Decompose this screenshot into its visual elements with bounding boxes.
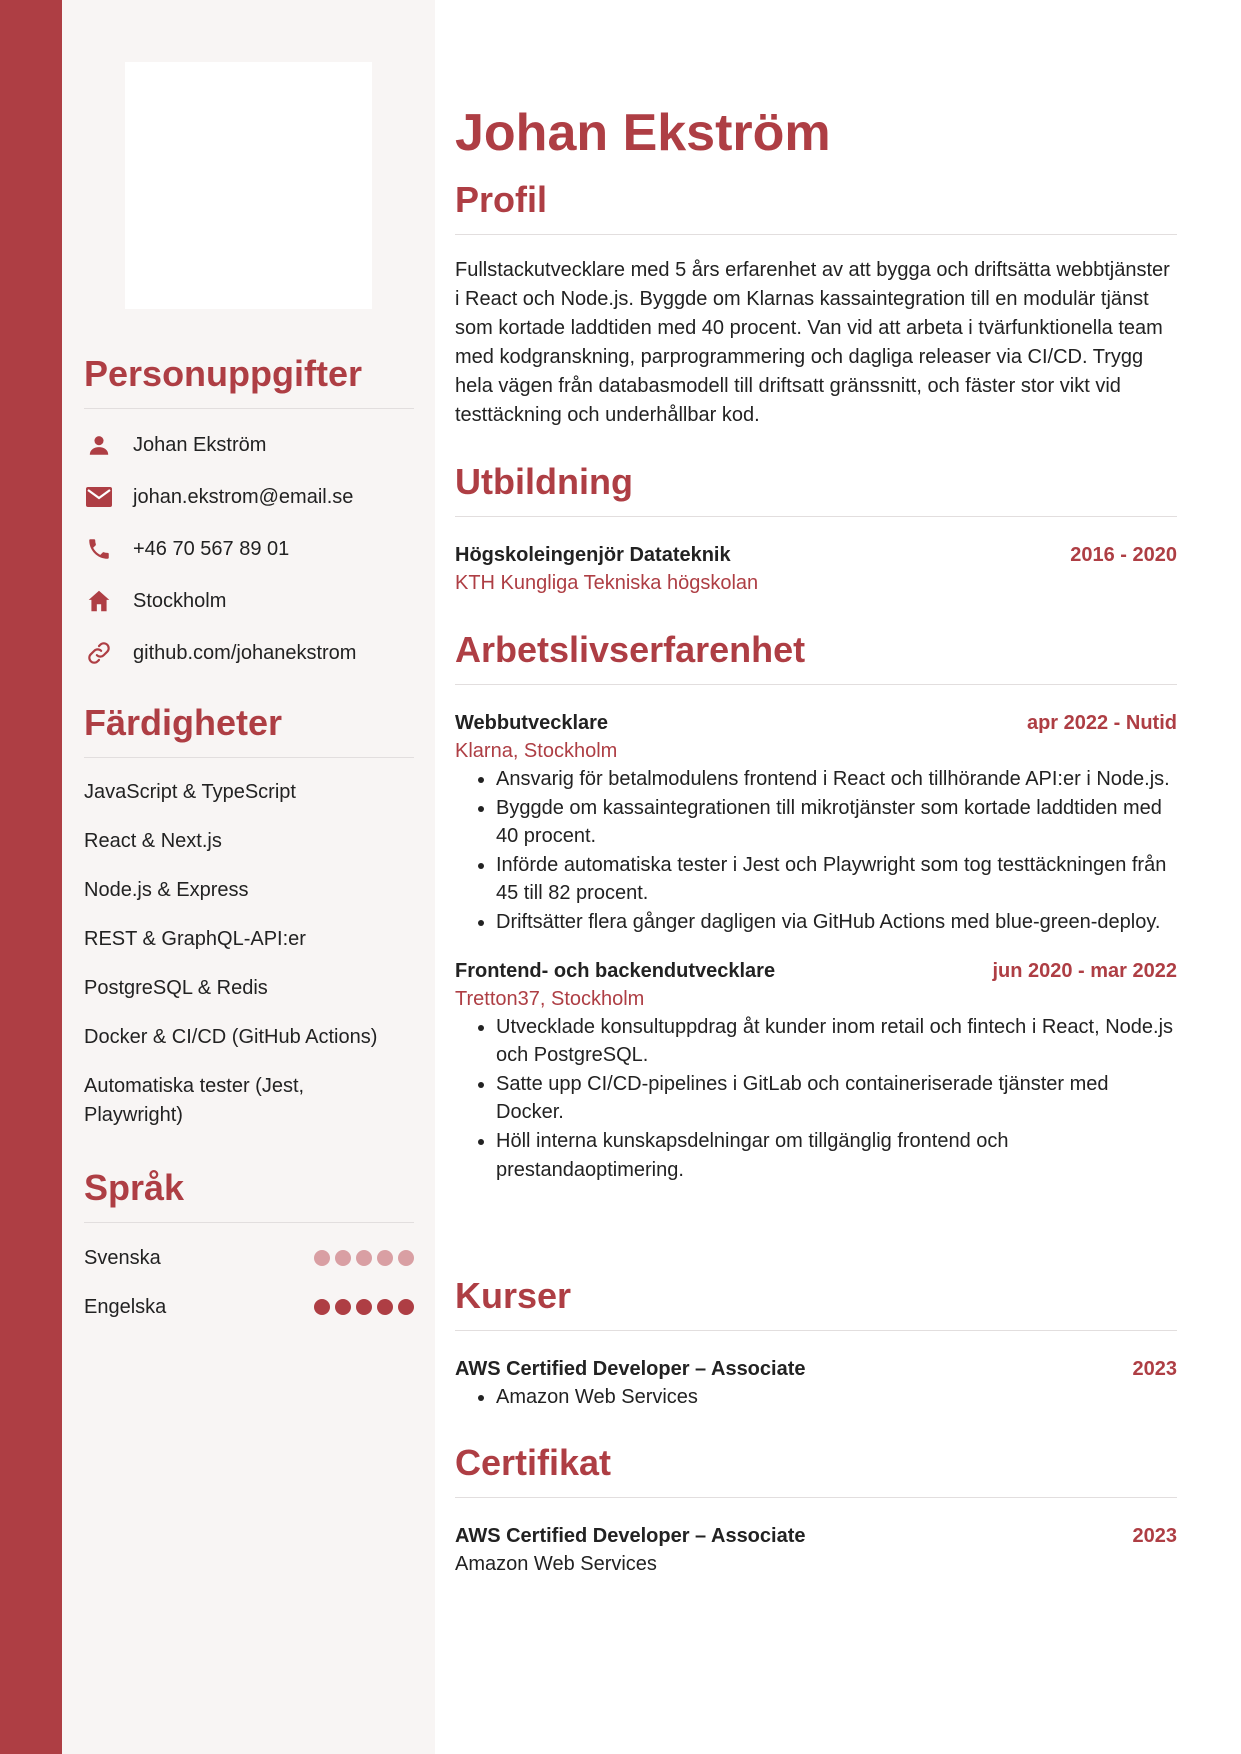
certificates-section [455, 1443, 1177, 1578]
level-dot [356, 1299, 372, 1315]
personal-item-phone [84, 534, 289, 564]
certificate-date: 2023 [1132, 1525, 1177, 1547]
school-name: KTH Kungliga Tekniska högskolan [455, 572, 759, 594]
person-icon [84, 430, 114, 460]
personal-item-label[interactable]: github.com/johanekstrom [133, 641, 357, 664]
level-dot [398, 1299, 414, 1315]
certificate-entry [455, 1522, 1177, 1578]
level-dot [377, 1299, 393, 1315]
course-bullets [455, 1383, 1177, 1412]
education-date: 2016 - 2020 [1070, 544, 1177, 566]
level-dot [335, 1250, 351, 1266]
level-dot [314, 1250, 330, 1266]
personal-item-label: johan.ekstrom@email.se [133, 485, 354, 508]
personal-item-city [84, 586, 226, 616]
personal-item-label: Stockholm [133, 589, 227, 612]
personal-item-label: +46 70 567 89 01 [133, 537, 290, 560]
education-divider [455, 516, 1177, 517]
home-icon [84, 586, 114, 616]
job-role: Frontend- och backendutvecklare [455, 959, 776, 982]
job-bullet: • Höll interna kunskapsdelningar om tillgänglig frontend och prestandaoptimering. [496, 1127, 1177, 1184]
language-row-engelska [84, 1292, 414, 1322]
job-bullet: • Byggde om kassaintegrationen till mikrotjänster som kortade laddtiden med 40 procent. [496, 794, 1177, 851]
profile-text: Fullstackutvecklare med 5 års erfarenhet av att bygga och driftsätta webbtjänster i React och Node.js. Byggde om Klarnas kassaintegration till en modulär tjänst som kortade laddtiden med 40 procent. Van vid att arbeta i tvärfunktionella team med kodgranskning, parprogrammering och dagliga releaser via CI/CD. Trygg hela vägen från databasmodell till driftsatt gränssnitt, och fäster stor vikt vid testtäckning och underhållbar kod. [455, 259, 1170, 426]
course-name: AWS Certified Developer – Associate [455, 1358, 806, 1380]
languages-divider [84, 1222, 414, 1223]
job-role: Webbutvecklare [455, 712, 609, 734]
language-level-dots [314, 1299, 414, 1315]
job-bullet: • Ansvarig för betalmodulens frontend i React och tillhörande API:er i Node.js. [496, 765, 1177, 794]
profile-heading: Profil [455, 179, 548, 220]
job-entry [455, 709, 1177, 937]
candidate-name: Johan Ekström [455, 103, 831, 162]
profile-divider [455, 234, 1177, 235]
certificates-heading: Certifikat [455, 1442, 612, 1483]
job-bullet: • Satte upp CI/CD-pipelines i GitLab och containeriserade tjänster med Docker. [496, 1070, 1177, 1127]
level-dot [356, 1250, 372, 1266]
language-name: Engelska [84, 1295, 167, 1318]
education-heading: Utbildning [455, 461, 633, 502]
certificate-name: AWS Certified Developer – Associate [455, 1525, 806, 1547]
personal-item-email [84, 482, 353, 512]
degree-title: Högskoleingenjör Datateknik [455, 544, 731, 566]
job-bullets [455, 1013, 1177, 1185]
personal-item-github[interactable] [84, 638, 356, 668]
job-date: apr 2022 - Nutid [1026, 712, 1177, 734]
courses-section [455, 1276, 1177, 1412]
job-bullet: • Införde automatiska tester i Jest och Playwright som tog testtäckningen från 45 till 82 procent. [496, 851, 1177, 908]
job-company: Klarna, Stockholm [455, 740, 618, 762]
job-entry [455, 957, 1177, 1185]
personal-info-divider [84, 408, 414, 409]
level-dot [335, 1299, 351, 1315]
personal-info-heading: Personuppgifter [84, 353, 363, 394]
certificates-divider [455, 1497, 1177, 1498]
experience-divider [455, 684, 1177, 685]
personal-item-label: Johan Ekström [133, 433, 267, 456]
level-dot [398, 1250, 414, 1266]
skill-item: JavaScript & TypeScript [84, 781, 296, 803]
skills-divider [84, 757, 414, 758]
job-date: jun 2020 - mar 2022 [992, 959, 1177, 982]
education-section [455, 462, 1177, 597]
language-level-dots [314, 1250, 414, 1266]
course-entry [455, 1355, 1177, 1412]
languages-heading: Språk [84, 1167, 185, 1208]
course-date: 2023 [1132, 1358, 1177, 1380]
courses-divider [455, 1330, 1177, 1331]
accent-stripe [0, 0, 62, 1754]
certificate-issuer: Amazon Web Services [455, 1553, 657, 1575]
skill-item: PostgreSQL & Redis [84, 977, 268, 999]
skill-item: Automatiska tester (Jest, Playwright) [84, 1075, 305, 1126]
link-icon [84, 638, 114, 668]
skills-list [84, 778, 404, 1150]
skill-item: REST & GraphQL-API:er [84, 928, 306, 950]
skill-item: React & Next.js [84, 830, 222, 852]
skill-item: Node.js & Express [84, 879, 249, 901]
phone-icon [84, 534, 114, 564]
job-bullet: • Utvecklade konsultuppdrag åt kunder inom retail och fintech i React, Node.js och PostgreSQL. [496, 1013, 1177, 1070]
job-bullets [455, 765, 1177, 937]
education-entry [455, 541, 1177, 597]
courses-heading: Kurser [455, 1275, 572, 1316]
language-row-svenska [84, 1243, 414, 1273]
skills-heading: Färdigheter [84, 702, 283, 743]
language-name: Svenska [84, 1246, 161, 1269]
profile-photo [125, 62, 372, 309]
course-bullet: • Amazon Web Services [496, 1383, 1177, 1412]
job-bullet: • Driftsätter flera gånger dagligen via GitHub Actions med blue-green-deploy. [496, 908, 1177, 937]
profile-section [455, 180, 1177, 430]
level-dot [314, 1299, 330, 1315]
experience-section [455, 630, 1177, 1184]
skill-item: Docker & CI/CD (GitHub Actions) [84, 1026, 378, 1048]
job-company: Tretton37, Stockholm [455, 987, 645, 1010]
personal-item-name [84, 430, 266, 460]
experience-heading: Arbetslivserfarenhet [455, 629, 806, 670]
level-dot [377, 1250, 393, 1266]
email-icon [84, 482, 114, 512]
